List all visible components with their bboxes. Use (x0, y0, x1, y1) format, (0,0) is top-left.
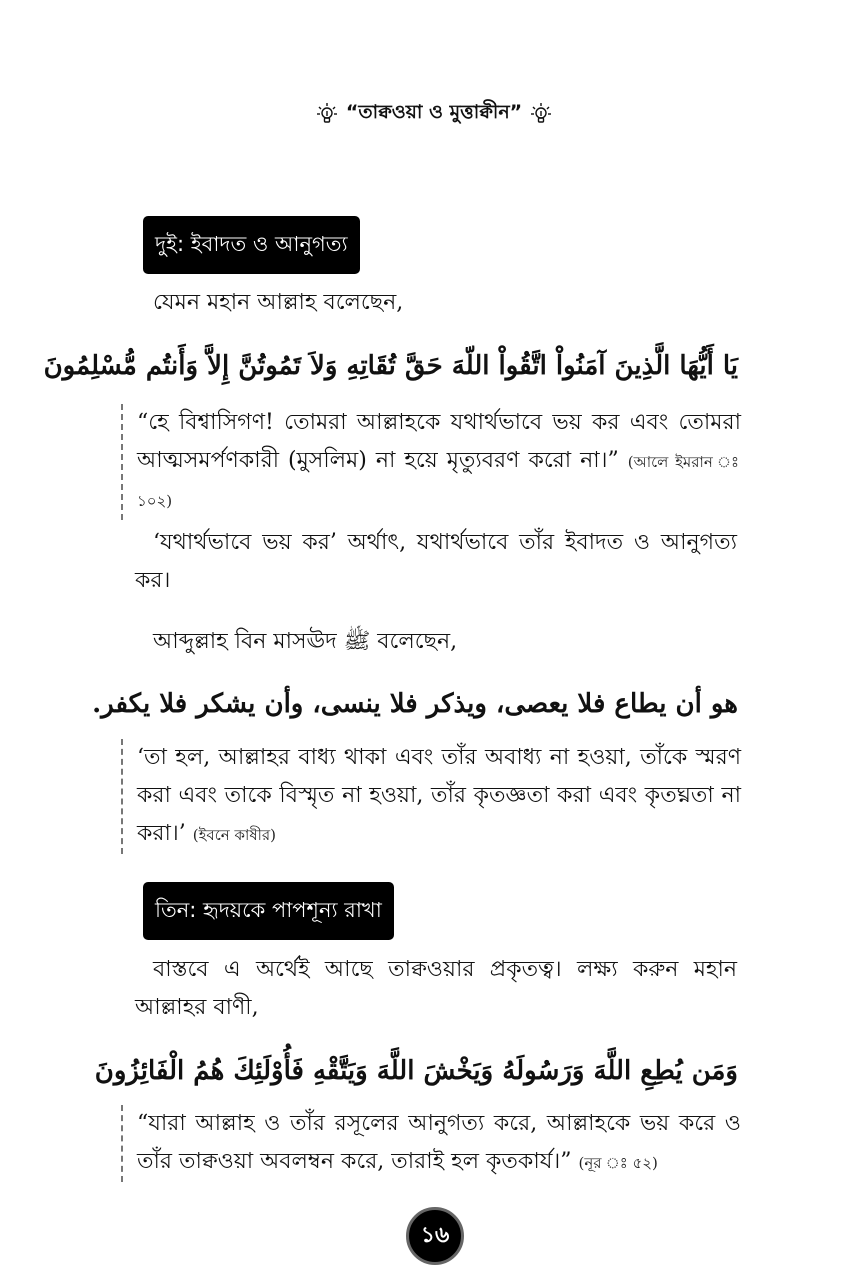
verse-translation-two: “যারা আল্লাহ ও তাঁর রসূলের আনুগত্য করে, আল্লাহকে ভয় করে ও তাঁর তাক্বওয়া অবলম্বন করে, তারাই হল কৃতকার্য।” (137, 1111, 741, 1174)
saying-arabic: هو أن يطاع فلا يعصى، ويذكر فلا ينسى، وأن يشكر فلا يكفر. (92, 689, 738, 719)
running-header (0, 98, 868, 130)
verse-translation: “হে বিশ্বাসিগণ! তোমরা আল্লাহকে যথার্থভাবে ভয় কর এবং তোমরা আত্মসমর্পণকারী (মুসলিম) না হয়ে মৃত্যুবরণ করো না।” (137, 410, 741, 473)
page-number: ১৬ (406, 1207, 464, 1265)
section-three-intro: বাস্তবে এ অর্থেই আছে তাক্বওয়ার প্রকৃতত্ব। লক্ষ্য করুন মহান আল্লাহর বাণী, (135, 957, 737, 1020)
quran-verse-arabic: يَا أَيُّهَا الَّذِينَ آمَنُواْ اتَّقُواْ اللّهَ حَقَّ تُقَاتِهِ وَلاَ تَمُوتُنَّ إِلاَّ وَأَنتُم مُّسْلِمُونَ (43, 351, 738, 381)
section-heading-three: তিন: হৃদয়কে পাপশূন্য রাখা (143, 882, 394, 940)
verse-reference: (আলে ইমরান ঃ ১০২) (137, 453, 741, 510)
section-two-intro: যেমন মহান আল্লাহ বলেছেন, (153, 290, 404, 315)
running-header-title: “তাক্বওয়া ও মুত্তাক্বীন” (345, 101, 523, 123)
narrator-line: আব্দুল্লাহ বিন মাসঊদ ﷺ বলেছেন, (153, 629, 458, 654)
lightbulb-icon (316, 101, 338, 127)
verse-translation-block-two (121, 1105, 741, 1182)
verse-reference-two: (নূর ঃ ৫২) (578, 1154, 658, 1172)
lightbulb-icon (530, 101, 552, 127)
quran-verse-arabic-two: وَمَن يُطِعِ اللَّهَ وَرَسُولَهُ وَيَخْشَ اللَّهَ وَيَتَّقْهِ فَأُوْلَئِكَ هُمُ الْفَائِزُونَ (94, 1056, 738, 1086)
verse-translation-block (121, 404, 741, 520)
saying-reference: (ইবনে কাষীর) (192, 826, 276, 844)
explanation-paragraph: ‘যথার্থভাবে ভয় কর’ অর্থাৎ, যথার্থভাবে তাঁর ইবাদত ও আনুগত্য কর। (135, 530, 737, 593)
saying-translation-block (121, 739, 741, 854)
saying-translation: ‘তা হল, আল্লাহর বাধ্য থাকা এবং তাঁর অবাধ্য না হওয়া, তাঁকে স্মরণ করা এবং তাকে বিস্মৃত না হওয়া, তাঁর কৃতজ্ঞতা করা এবং কৃতঘ্নতা না করা।’ (137, 745, 741, 846)
section-heading-two: দুই: ইবাদত ও আনুগত্য (143, 216, 360, 274)
